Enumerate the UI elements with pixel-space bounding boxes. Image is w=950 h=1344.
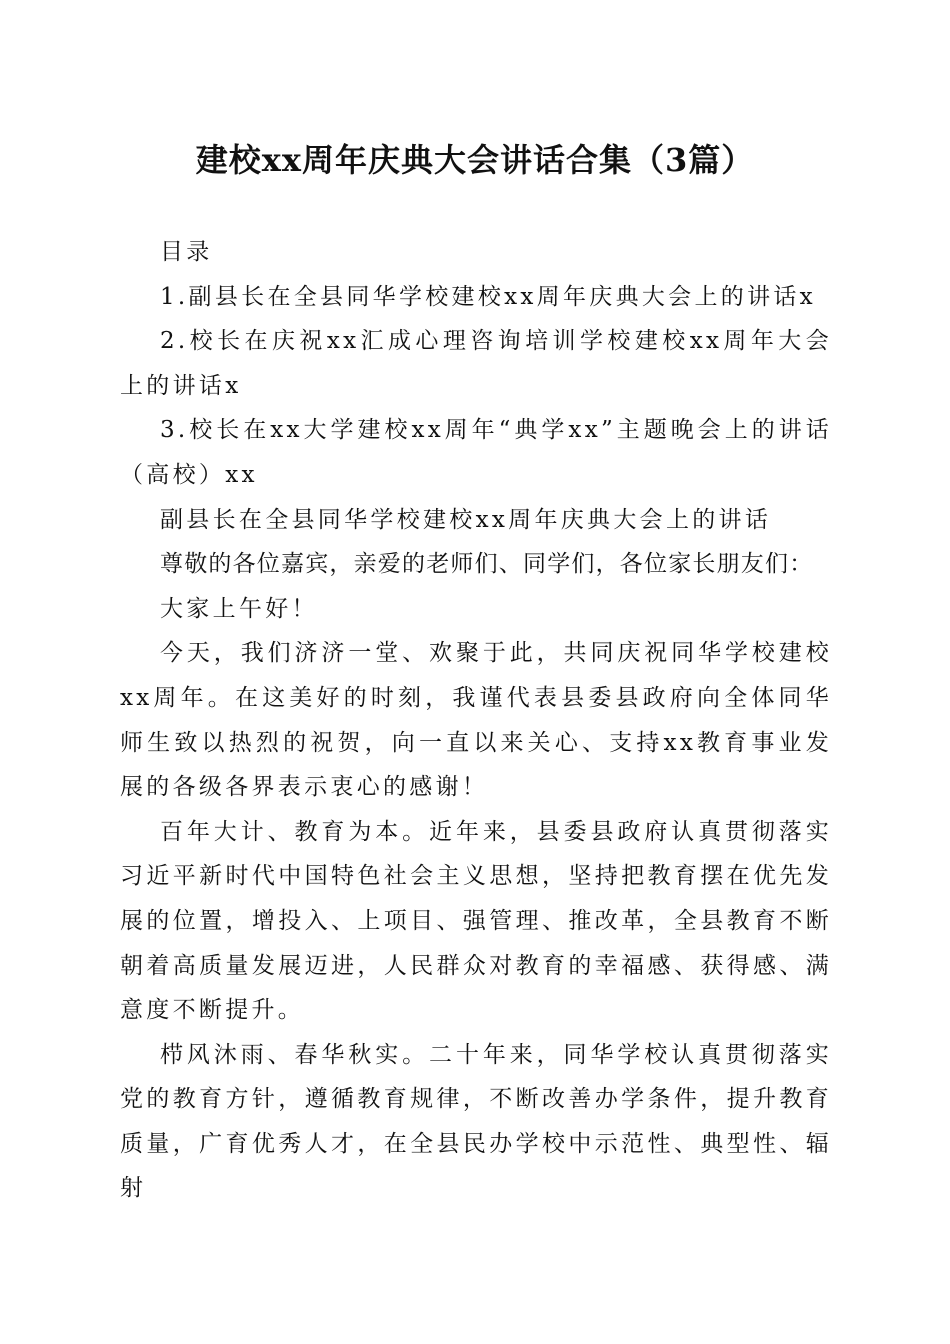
toc-item-2: 2.校长在庆祝xx汇成心理咨询培训学校建校xx周年大会上的讲话x (120, 328, 832, 399)
body-paragraph: 栉风沐雨、春华秋实。二十年来，同华学校认真贯彻落实党的教育方针，遵循教育规律，不断改善办学条件，提升教育质量，广育优秀人才，在全县民办学校中示范性、典型性、辐射 (120, 1041, 832, 1202)
document-title: 建校xx周年庆典大会讲话合集（3篇） (195, 141, 755, 179)
salutation: 尊敬的各位嘉宾，亲爱的老师们、同学们，各位家长朋友们： (160, 551, 814, 578)
body-paragraph: 今天，我们济济一堂、欢聚于此，共同庆祝同华学校建校xx周年。在这美好的时刻，我谨代表县委县政府向全体同华师生致以热烈的祝贺，向一直以来关心、支持xx教育事业发展的各级各界表示衷心的感谢！ (120, 640, 832, 801)
section-heading: 副县长在全县同华学校建校xx周年庆典大会上的讲话 (160, 506, 772, 533)
body-paragraph: 百年大计、教育为本。近年来，县委县政府认真贯彻落实习近平新时代中国特色社会主义思想，坚持把教育摆在优先发展的位置，增投入、上项目、强管理、推改革，全县教育不断朝着高质量发展迈进，人民群众对教育的幸福感、获得感、满意度不断提升。 (120, 818, 832, 1024)
greeting: 大家上午好！ (160, 595, 318, 622)
document-body (120, 230, 832, 1211)
toc-heading: 目录 (160, 239, 213, 265)
toc-item-1: 1.副县长在全县同华学校建校xx周年庆典大会上的讲话x (160, 283, 816, 310)
toc-item-3: 3.校长在xx大学建校xx周年“典学xx”主题晚会上的讲话（高校）xx (120, 417, 832, 488)
